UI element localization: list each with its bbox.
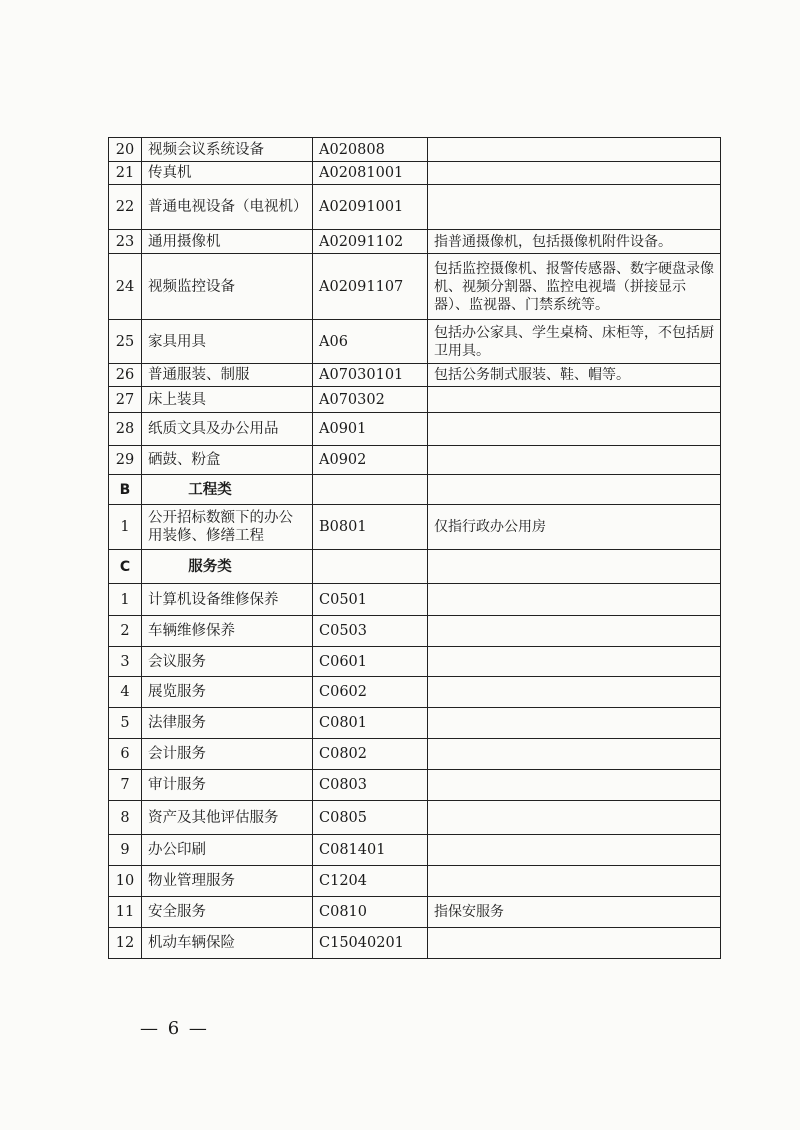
item-code: A070302 [313,387,428,413]
table-row [109,677,721,708]
item-code [313,475,428,505]
table-row [109,739,721,770]
item-note [428,928,721,959]
item-code: A0902 [313,446,428,475]
item-name: 工程类 [142,475,313,505]
item-note [428,739,721,770]
table-body [109,138,721,959]
row-number: C [109,550,142,584]
item-note [428,413,721,446]
item-note: 仅指行政办公用房 [428,505,721,550]
item-name: 纸质文具及办公用品 [142,413,313,446]
row-number: 4 [109,677,142,708]
item-name: 机动车辆保险 [142,928,313,959]
item-name: 传真机 [142,162,313,185]
item-name: 公开招标数额下的办公用装修、修缮工程 [142,505,313,550]
item-name: 硒鼓、粉盒 [142,446,313,475]
section-row [109,550,721,584]
table-row [109,185,721,230]
item-code: A0901 [313,413,428,446]
row-number: 6 [109,739,142,770]
item-code: C0810 [313,897,428,928]
row-number: 10 [109,866,142,897]
table-row [109,505,721,550]
row-number: B [109,475,142,505]
row-number: 26 [109,364,142,387]
item-note [428,446,721,475]
item-code: B0801 [313,505,428,550]
item-code: C15040201 [313,928,428,959]
item-code: A02081001 [313,162,428,185]
item-name: 办公印刷 [142,835,313,866]
table-row [109,413,721,446]
row-number: 28 [109,413,142,446]
item-name: 安全服务 [142,897,313,928]
item-note [428,866,721,897]
table-row [109,897,721,928]
item-name: 物业管理服务 [142,866,313,897]
item-note [428,835,721,866]
item-code: C0503 [313,616,428,647]
table-row [109,801,721,835]
item-note [428,475,721,505]
table-row [109,647,721,677]
item-name: 会议服务 [142,647,313,677]
item-name: 资产及其他评估服务 [142,801,313,835]
row-number: 9 [109,835,142,866]
table-row [109,138,721,162]
item-note [428,801,721,835]
item-code: C081401 [313,835,428,866]
item-code: C0501 [313,584,428,616]
table-row [109,584,721,616]
item-code: C0601 [313,647,428,677]
row-number: 24 [109,254,142,320]
item-note: 包括办公家具、学生桌椅、床柜等，不包括厨卫用具。 [428,320,721,364]
table-row [109,230,721,254]
item-code: A07030101 [313,364,428,387]
item-code: A02091001 [313,185,428,230]
row-number: 1 [109,584,142,616]
item-name: 车辆维修保养 [142,616,313,647]
item-name: 家具用具 [142,320,313,364]
table-row [109,835,721,866]
item-note [428,647,721,677]
table-row [109,928,721,959]
item-note [428,708,721,739]
item-note [428,584,721,616]
item-note: 指保安服务 [428,897,721,928]
table-row [109,708,721,739]
row-number: 25 [109,320,142,364]
row-number: 3 [109,647,142,677]
item-note [428,550,721,584]
row-number: 5 [109,708,142,739]
item-code: C1204 [313,866,428,897]
item-code: A02091107 [313,254,428,320]
item-note [428,138,721,162]
item-name: 视频监控设备 [142,254,313,320]
item-code: C0801 [313,708,428,739]
table-row [109,616,721,647]
item-code: A02091102 [313,230,428,254]
item-name: 审计服务 [142,770,313,801]
procurement-catalog-table [108,137,721,959]
item-note [428,162,721,185]
table-row [109,162,721,185]
table-row [109,387,721,413]
row-number: 20 [109,138,142,162]
item-name: 通用摄像机 [142,230,313,254]
item-note [428,770,721,801]
item-note: 包括公务制式服装、鞋、帽等。 [428,364,721,387]
item-note [428,677,721,708]
item-code [313,550,428,584]
table-row [109,866,721,897]
item-name: 视频会议系统设备 [142,138,313,162]
row-number: 27 [109,387,142,413]
row-number: 12 [109,928,142,959]
item-note [428,387,721,413]
row-number: 29 [109,446,142,475]
item-code: C0802 [313,739,428,770]
page-number: — 6 — [140,1018,209,1039]
item-note: 包括监控摄像机、报警传感器、数字硬盘录像机、视频分割器、监控电视墙（拼接显示器）、监视器、门禁系统等。 [428,254,721,320]
table-row [109,446,721,475]
item-code: C0803 [313,770,428,801]
row-number: 11 [109,897,142,928]
item-note [428,185,721,230]
section-row [109,475,721,505]
item-note: 指普通摄像机，包括摄像机附件设备。 [428,230,721,254]
item-name: 普通电视设备（电视机） [142,185,313,230]
item-note [428,616,721,647]
item-code: C0805 [313,801,428,835]
item-name: 计算机设备维修保养 [142,584,313,616]
table-row [109,364,721,387]
row-number: 23 [109,230,142,254]
item-name: 法律服务 [142,708,313,739]
row-number: 2 [109,616,142,647]
item-name: 会计服务 [142,739,313,770]
row-number: 7 [109,770,142,801]
item-name: 展览服务 [142,677,313,708]
table-row [109,320,721,364]
item-name: 服务类 [142,550,313,584]
table-row [109,770,721,801]
item-code: C0602 [313,677,428,708]
row-number: 22 [109,185,142,230]
table-row [109,254,721,320]
row-number: 21 [109,162,142,185]
row-number: 8 [109,801,142,835]
item-code: A020808 [313,138,428,162]
item-name: 普通服装、制服 [142,364,313,387]
item-name: 床上装具 [142,387,313,413]
item-code: A06 [313,320,428,364]
row-number: 1 [109,505,142,550]
